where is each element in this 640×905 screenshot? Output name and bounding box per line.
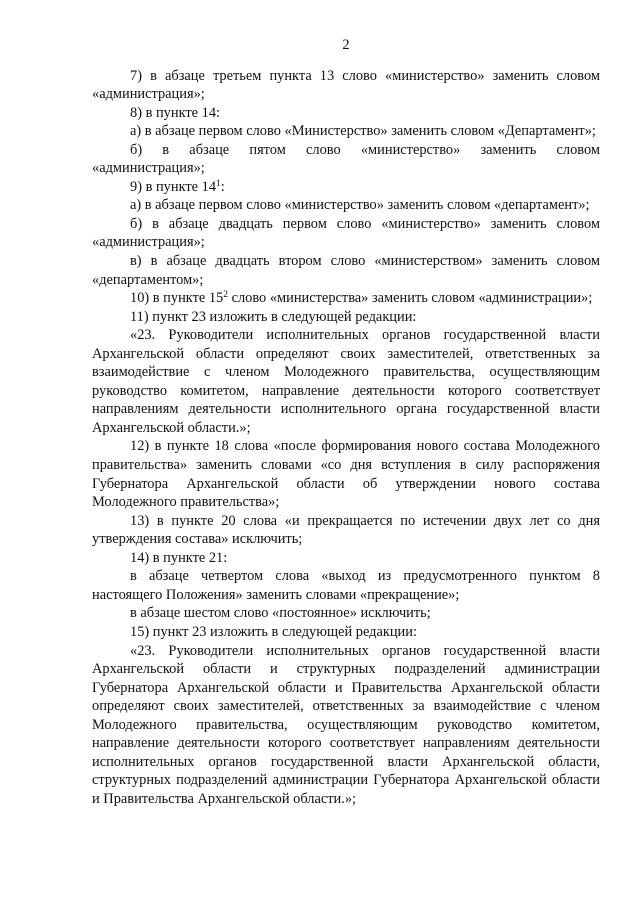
paragraph-8: 8) в пункте 14: bbox=[130, 104, 221, 121]
paragraph-10 bbox=[92, 289, 600, 308]
paragraph-13: 13) в пункте 20 слова «и прекращается по истечении двух лет со дня утверждения состава» исключить; bbox=[92, 512, 600, 548]
paragraph-9 bbox=[92, 178, 600, 197]
paragraph-9c: в) в абзаце двадцать втором слово «министерством» заменить словом «департаментом»; bbox=[92, 253, 600, 288]
paragraph-9b: б) в абзаце двадцать первом слово «министерство» заменить словом «администрация»; bbox=[92, 215, 600, 251]
paragraph-7: 7) в абзаце третьем пункта 13 слово «министерство» заменить словом «администрация»; bbox=[92, 67, 600, 103]
paragraph-12: 12) в пункте 18 слова «после формирования нового состава Молодежного правительства» заменить словами «со дня вступления в силу распоряжения Губернатора Архангельской области об утверждении нового состава Молодежного правительства»; bbox=[92, 438, 600, 511]
paragraph-9-tail: : bbox=[220, 178, 225, 195]
paragraph-10-tail: слово «министерства» заменить словом «администрации»; bbox=[228, 290, 593, 307]
paragraph-9-superscript: 1 bbox=[216, 178, 221, 189]
paragraph-10-text: 10) в пункте 15 bbox=[130, 290, 224, 307]
paragraph-11: 11) пункт 23 изложить в следующей редакции: bbox=[130, 308, 417, 325]
page-number: 2 bbox=[342, 37, 350, 53]
paragraph-8b: б) в абзаце пятом слово «министерство» заменить словом «администрация»; bbox=[92, 141, 600, 177]
paragraph-14-a4: в абзаце четвертом слова «выход из предусмотренного пунктом 8 настоящего Положения» заменить словами «прекращение»; bbox=[92, 568, 600, 603]
paragraph-9a: а) в абзаце первом слово «министерство» заменить словом «департамент»; bbox=[130, 197, 590, 214]
paragraph-11-quote: «23. Руководители исполнительных органов государственной власти Архангельской области определяют своих заместителей, ответственных за взаимодействие с членом Молодежного правительства, осуществляющим руководство комитетом, направление деятельности которого соответствует направлениям деятельности исполнительного органа государственной власти Архангельской области.»; bbox=[92, 327, 600, 436]
paragraph-9-text: 9) в пункте 14 bbox=[130, 178, 217, 195]
paragraph-14: 14) в пункте 21: bbox=[130, 549, 228, 566]
paragraph-8a: а) в абзаце первом слово «Министерство» заменить словом «Департамент»; bbox=[130, 123, 596, 140]
paragraph-14-a6: в абзаце шестом слово «постоянное» исключить; bbox=[130, 605, 431, 622]
paragraph-15: 15) пункт 23 изложить в следующей редакции: bbox=[130, 623, 417, 640]
paragraph-15-quote: «23. Руководители исполнительных органов государственной власти Архангельской области и структурных подразделений администрации Губернатора Архангельской области и Правительства Архангельской области определяют своих заместителей, ответственных за взаимодействие с членом Молодежного правительства, осуществляющим руководство комитетом, направление деятельности которого соответствует направлениям деятельности исполнительных органов государственной власти Архангельской области, структурных подразделений администрации Губернатора Архангельской области и Правительства Архангельской области.»; bbox=[92, 642, 600, 807]
paragraph-10-superscript: 2 bbox=[223, 290, 228, 301]
